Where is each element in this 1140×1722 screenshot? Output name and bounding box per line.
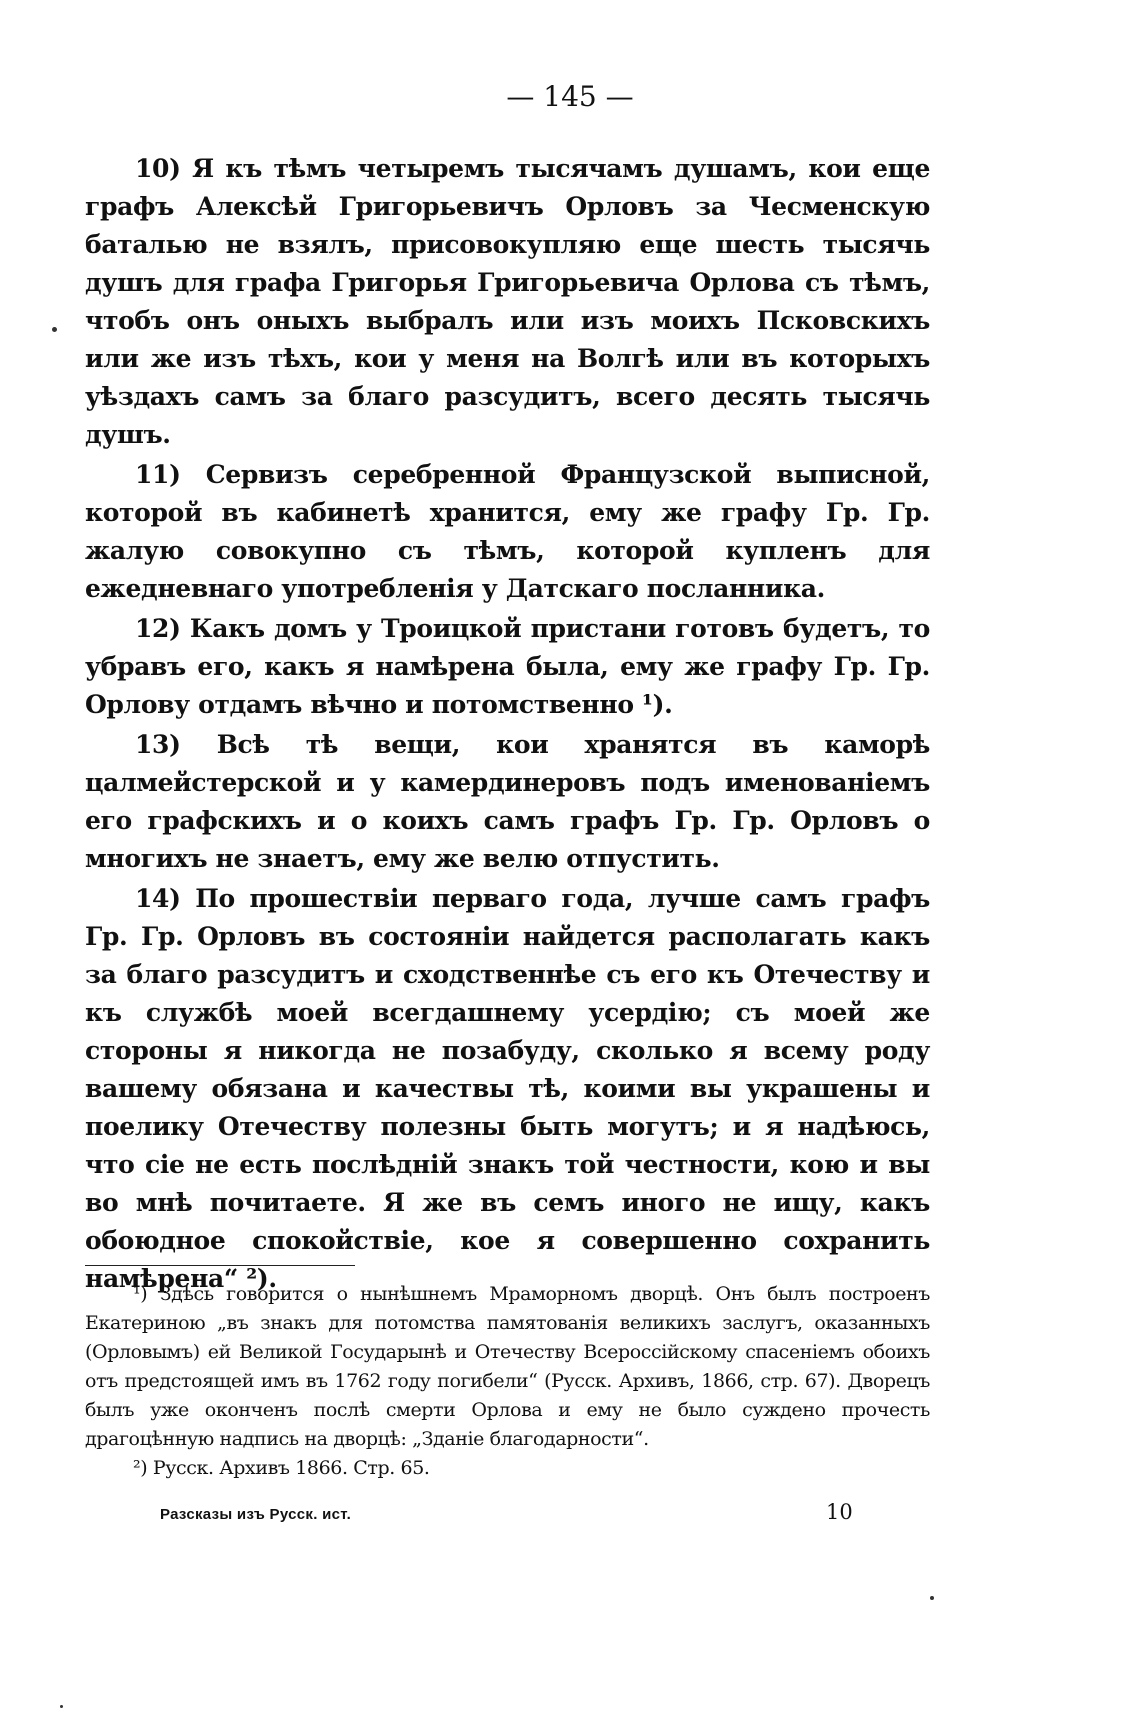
footnote-divider [85, 1265, 355, 1266]
paragraph-11: 11) Сервизъ серебренной Французской выписной, которой въ кабинетѣ хранится, ему же графу Гр. Гр. жалую совокупно съ тѣмъ, которой купленъ для ежедневнаго употребленія у Датскаго посланника. [85, 460, 930, 603]
paragraph-13: 13) Всѣ тѣ вещи, кои хранятся въ каморѣ цалмейстерской и у камердинеровъ подъ именованіемъ его графскихъ и о коихъ самъ графъ Гр. Гр. Орловъ о многихъ не знаетъ, ему же велю отпустить. [85, 730, 930, 873]
paragraph-14: 14) По прошествіи перваго года, лучше самъ графъ Гр. Гр. Орловъ въ состояніи найдется располагать какъ за благо разсудитъ и сходственнѣе съ его къ Отечеству и къ службѣ моей всегдашнему усердію; съ моей же стороны я никогда не позабуду, сколько я всему роду вашему обязана и качествы тѣ, коими вы украшены и поелику Отечеству полезны быть могутъ; и я надѣюсь, что сіе не есть послѣдній знакъ той честности, кою и вы во мнѣ почитаете. Я же въ семъ иного не ищу, какъ обоюдное спокойствіе, кое я совершенно сохранить намѣрена“ ²). [85, 884, 930, 1293]
scan-speck [60, 1705, 63, 1708]
paragraph-12: 12) Какъ домъ у Троицкой пристани готовъ будетъ, то убравъ его, какъ я намѣрена была, ему же графу Гр. Гр. Орлову отдамъ вѣчно и потомственно ¹). [85, 614, 930, 719]
scan-speck [930, 1596, 934, 1600]
scan-speck [52, 327, 57, 332]
footnote-1: ¹) Здѣсь говорится о нынѣшнемъ Мраморномъ дворцѣ. Онъ былъ построенъ Екатериною „въ знакъ для потомства памятованія великихъ заслугъ, оказанныхъ (Орловымъ) ей Великой Государынѣ и Отечеству Всероссійскому спасеніемъ обоихъ отъ предстоящей имъ въ 1762 году погибели“ (Русск. Архивъ, 1866, стр. 67). Дворецъ былъ уже оконченъ послѣ смерти Орлова и ему не было суждено прочесть драгоцѣнную надпись на дворцѣ: „Зданіе благодарности“. [85, 1283, 930, 1450]
main-text [85, 150, 930, 1300]
footnote-2: ²) Русск. Архивъ 1866. Стр. 65. [133, 1457, 430, 1479]
footer-sheet-number: 10 [826, 1500, 853, 1524]
page-number: — 145 — [506, 80, 634, 113]
footnotes [85, 1280, 930, 1483]
paragraph-10: 10) Я къ тѣмъ четыремъ тысячамъ душамъ, кои еще графъ Алексѣй Григорьевичъ Орловъ за Чесменскую баталью не взялъ, присовокупляю еще шесть тысячь душъ для графа Григорья Григорьевича Орлова съ тѣмъ, чтобъ онъ оныхъ выбралъ или изъ моихъ Псковскихъ или же изъ тѣхъ, кои у меня на Волгѣ или въ которыхъ уѣздахъ самъ за благо разсудитъ, всего десять тысячь душъ. [85, 154, 930, 449]
footer-signature: Разсказы изъ Русск. ист. [160, 1506, 352, 1523]
